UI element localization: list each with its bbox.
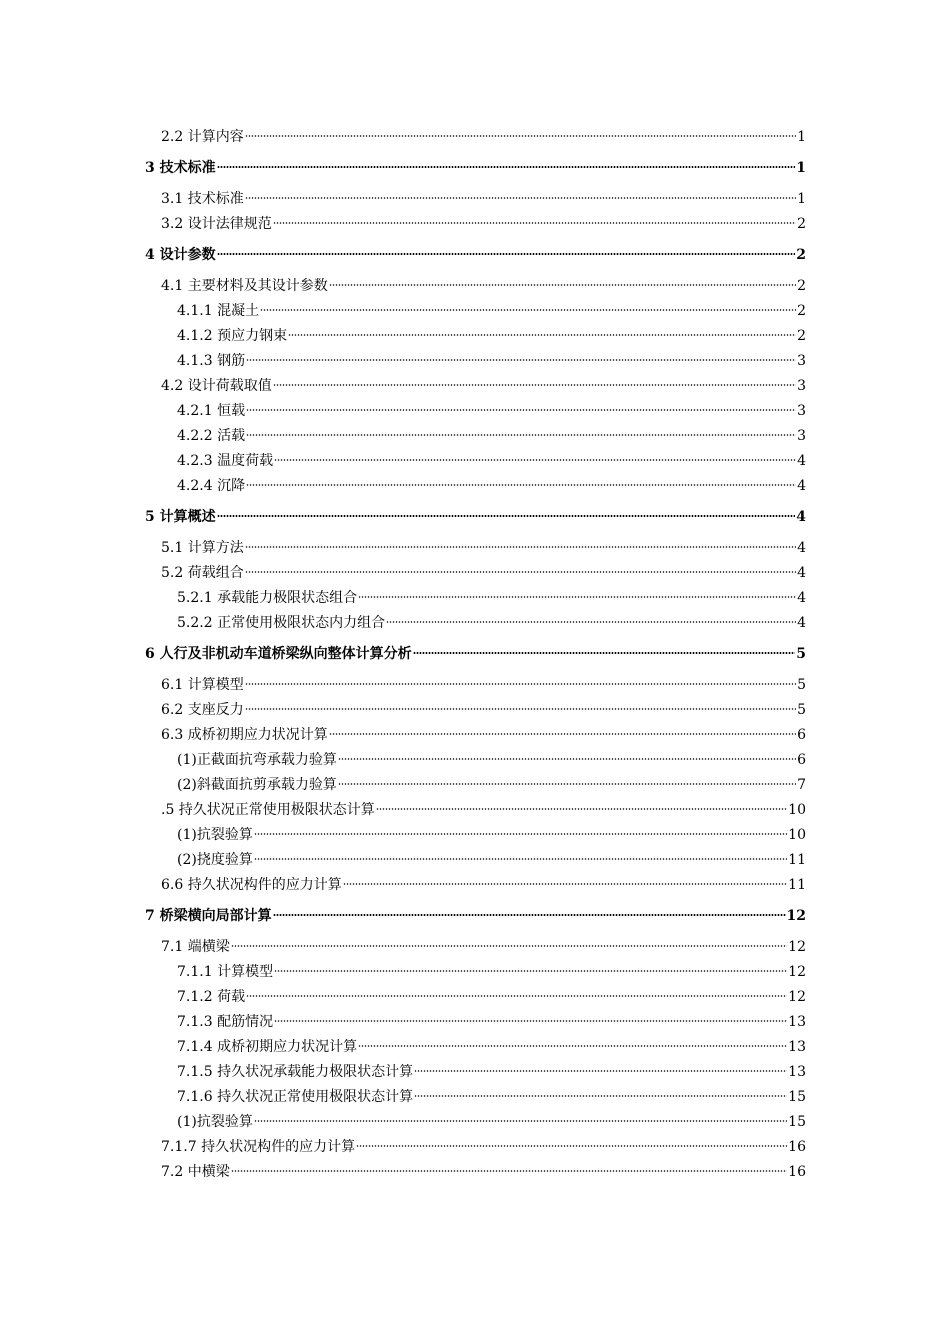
toc-entry[interactable]	[145, 399, 806, 424]
dot-leader	[245, 708, 796, 710]
toc-entry-title: (2)斜截面抗剪承载力验算	[177, 777, 337, 793]
toc-entry-title: 6.3 成桥初期应力状况计算	[161, 727, 328, 743]
dot-leader	[329, 284, 796, 286]
dot-leader	[254, 858, 787, 860]
toc-entry[interactable]	[145, 698, 806, 723]
dot-leader	[246, 484, 796, 486]
dot-leader	[246, 359, 796, 361]
toc-entry[interactable]	[145, 611, 806, 636]
toc-page-number: 2	[797, 328, 806, 344]
toc-page-number: 4	[797, 565, 806, 581]
toc-page-number: 3	[797, 428, 806, 444]
dot-leader	[329, 733, 796, 735]
dot-leader	[246, 995, 787, 997]
toc-page-number: 2	[796, 247, 806, 263]
toc-entry-title: 7.1.5 持久状况承载能力极限状态计算	[177, 1064, 414, 1080]
toc-entry[interactable]	[145, 1110, 806, 1135]
dot-leader	[217, 253, 796, 255]
toc-page-number: 4	[796, 509, 806, 525]
toc-page-number: 4	[797, 590, 806, 606]
dot-leader	[217, 515, 796, 517]
toc-entry-title: 4.1.3 钢筋	[177, 353, 246, 369]
toc-entry-title: .5 持久状况正常使用极限状态计算	[161, 802, 375, 818]
dot-leader	[343, 883, 787, 885]
table-of-contents	[145, 125, 806, 1185]
toc-entry[interactable]	[145, 349, 806, 374]
toc-entry-title: 4.1.2 预应力钢束	[177, 328, 288, 344]
dot-leader	[260, 309, 796, 311]
toc-entry-title: 6 人行及非机动车道桥梁纵向整体计算分析	[145, 646, 412, 662]
toc-entry-title: 7.1.3 配筋情况	[177, 1014, 274, 1030]
dot-leader	[358, 596, 796, 598]
toc-page-number: 4	[797, 615, 806, 631]
toc-entry-title: 7.1.7 持久状况构件的应力计算	[161, 1139, 356, 1155]
toc-entry-title: 4.2.4 沉降	[177, 478, 246, 494]
dot-leader	[273, 222, 796, 224]
toc-page-number: 6	[797, 752, 806, 768]
dot-leader	[245, 135, 796, 137]
toc-page-number: 4	[797, 478, 806, 494]
toc-entry[interactable]	[145, 536, 806, 561]
toc-entry[interactable]	[145, 798, 806, 823]
toc-chapter-entry[interactable]	[145, 157, 806, 179]
toc-page-number: 16	[788, 1139, 806, 1155]
toc-entry[interactable]	[145, 1010, 806, 1035]
dot-leader	[273, 914, 786, 916]
toc-page-number: 13	[788, 1064, 806, 1080]
dot-leader	[245, 197, 796, 199]
toc-entry-title: 4.2.3 温度荷载	[177, 453, 274, 469]
toc-chapter-entry[interactable]	[145, 244, 806, 266]
dot-leader	[274, 1020, 787, 1022]
toc-entry-title: 3.1 技术标准	[161, 191, 244, 207]
toc-entry-title: 7.1.6 持久状况正常使用极限状态计算	[177, 1089, 414, 1105]
toc-entry[interactable]	[145, 848, 806, 873]
dot-leader	[274, 970, 787, 972]
dot-leader	[231, 1170, 787, 1172]
dot-leader	[254, 833, 787, 835]
toc-entry[interactable]	[145, 586, 806, 611]
dot-leader	[245, 683, 796, 685]
toc-entry[interactable]	[145, 449, 806, 474]
toc-entry-title: 3 技术标准	[145, 160, 216, 176]
toc-entry[interactable]	[145, 212, 806, 237]
toc-chapter-entry[interactable]	[145, 643, 806, 665]
toc-page-number: 11	[788, 877, 806, 893]
toc-page-number: 13	[788, 1014, 806, 1030]
toc-page-number: 4	[797, 453, 806, 469]
toc-entry[interactable]	[145, 985, 806, 1010]
toc-entry[interactable]	[145, 474, 806, 499]
toc-page-number: 2	[797, 216, 806, 232]
dot-leader	[245, 546, 796, 548]
toc-entry-title: 7.1.2 荷载	[177, 989, 246, 1005]
toc-page-number: 10	[788, 802, 806, 818]
dot-leader	[246, 434, 796, 436]
toc-entry-title: 3.2 设计法律规范	[161, 216, 272, 232]
toc-entry[interactable]	[145, 324, 806, 349]
toc-entry-title: 6.2 支座反力	[161, 702, 244, 718]
toc-entry-title: 4.2.1 恒载	[177, 403, 246, 419]
dot-leader	[358, 1045, 787, 1047]
dot-leader	[231, 945, 787, 947]
toc-entry[interactable]	[145, 823, 806, 848]
toc-entry-title: 5.2.2 正常使用极限状态内力组合	[177, 615, 386, 631]
toc-entry-title: 5 计算概述	[145, 509, 216, 525]
toc-page-number: 2	[797, 303, 806, 319]
toc-entry[interactable]	[145, 960, 806, 985]
toc-entry[interactable]	[145, 935, 806, 960]
toc-page-number: 5	[797, 677, 806, 693]
dot-leader	[338, 783, 796, 785]
toc-page-number: 7	[797, 777, 806, 793]
toc-entry[interactable]	[145, 873, 806, 898]
toc-entry-title: (1)抗裂验算	[177, 827, 253, 843]
toc-entry-title: 5.1 计算方法	[161, 540, 244, 556]
toc-entry[interactable]	[145, 274, 806, 299]
toc-entry-title: 4 设计参数	[145, 247, 216, 263]
toc-page-number: 13	[788, 1039, 806, 1055]
toc-page-number: 6	[797, 727, 806, 743]
toc-page-number: 12	[788, 964, 806, 980]
dot-leader	[246, 409, 796, 411]
toc-page-number: 12	[788, 939, 806, 955]
dot-leader	[338, 758, 796, 760]
toc-entry[interactable]	[145, 424, 806, 449]
toc-entry[interactable]	[145, 299, 806, 324]
toc-page-number: 11	[788, 852, 806, 868]
dot-leader	[356, 1145, 787, 1147]
toc-entry[interactable]	[145, 374, 806, 399]
toc-page-number: 3	[797, 403, 806, 419]
toc-entry-title: 7 桥梁横向局部计算	[145, 908, 272, 924]
toc-entry-title: (1)抗裂验算	[177, 1114, 253, 1130]
dot-leader	[413, 652, 796, 654]
toc-entry[interactable]	[145, 1085, 806, 1110]
toc-entry-title: 6.6 持久状况构件的应力计算	[161, 877, 342, 893]
toc-page-number: 16	[788, 1164, 806, 1180]
toc-entry[interactable]	[145, 1135, 806, 1160]
dot-leader	[288, 334, 796, 336]
toc-entry-title: (1)正截面抗弯承载力验算	[177, 752, 337, 768]
toc-page-number: 1	[797, 191, 806, 207]
toc-entry-title: 6.1 计算模型	[161, 677, 244, 693]
toc-entry-title: 4.2 设计荷载取值	[161, 378, 272, 394]
toc-entry[interactable]	[145, 673, 806, 698]
toc-entry[interactable]	[145, 187, 806, 212]
toc-entry[interactable]	[145, 773, 806, 798]
toc-entry[interactable]	[145, 1035, 806, 1060]
toc-entry-title: 2.2 计算内容	[161, 129, 244, 145]
toc-entry-title: 4.2.2 活载	[177, 428, 246, 444]
toc-entry[interactable]	[145, 1060, 806, 1085]
dot-leader	[414, 1095, 787, 1097]
toc-page-number: 3	[797, 353, 806, 369]
toc-entry-title: (2)挠度验算	[177, 852, 253, 868]
dot-leader	[245, 571, 796, 573]
toc-entry-title: 7.2 中横梁	[161, 1164, 230, 1180]
toc-entry[interactable]	[145, 561, 806, 586]
toc-page-number: 10	[788, 827, 806, 843]
dot-leader	[254, 1120, 787, 1122]
toc-page-number: 5	[796, 646, 806, 662]
toc-page-number: 5	[797, 702, 806, 718]
toc-entry-title: 7.1.1 计算模型	[177, 964, 274, 980]
toc-entry[interactable]	[145, 1160, 806, 1185]
toc-entry[interactable]	[145, 125, 806, 150]
dot-leader	[414, 1070, 787, 1072]
toc-page-number: 4	[797, 540, 806, 556]
toc-entry-title: 7.1.4 成桥初期应力状况计算	[177, 1039, 358, 1055]
toc-chapter-entry[interactable]	[145, 506, 806, 528]
toc-page-number: 1	[797, 129, 806, 145]
dot-leader	[273, 384, 796, 386]
toc-entry-title: 5.2.1 承载能力极限状态组合	[177, 590, 358, 606]
toc-page-number: 2	[797, 278, 806, 294]
toc-entry[interactable]	[145, 748, 806, 773]
toc-entry-title: 7.1 端横梁	[161, 939, 230, 955]
dot-leader	[274, 459, 796, 461]
dot-leader	[386, 621, 796, 623]
toc-entry[interactable]	[145, 723, 806, 748]
toc-entry-title: 4.1.1 混凝土	[177, 303, 260, 319]
toc-entry-title: 5.2 荷载组合	[161, 565, 244, 581]
dot-leader	[376, 808, 787, 810]
toc-page-number: 12	[788, 989, 806, 1005]
toc-page-number: 15	[788, 1089, 806, 1105]
dot-leader	[217, 166, 796, 168]
toc-page-number: 1	[796, 160, 806, 176]
toc-chapter-entry[interactable]	[145, 905, 806, 927]
toc-page-number: 3	[797, 378, 806, 394]
toc-page-number: 12	[786, 908, 806, 924]
toc-page-number: 15	[788, 1114, 806, 1130]
toc-entry-title: 4.1 主要材料及其设计参数	[161, 278, 328, 294]
